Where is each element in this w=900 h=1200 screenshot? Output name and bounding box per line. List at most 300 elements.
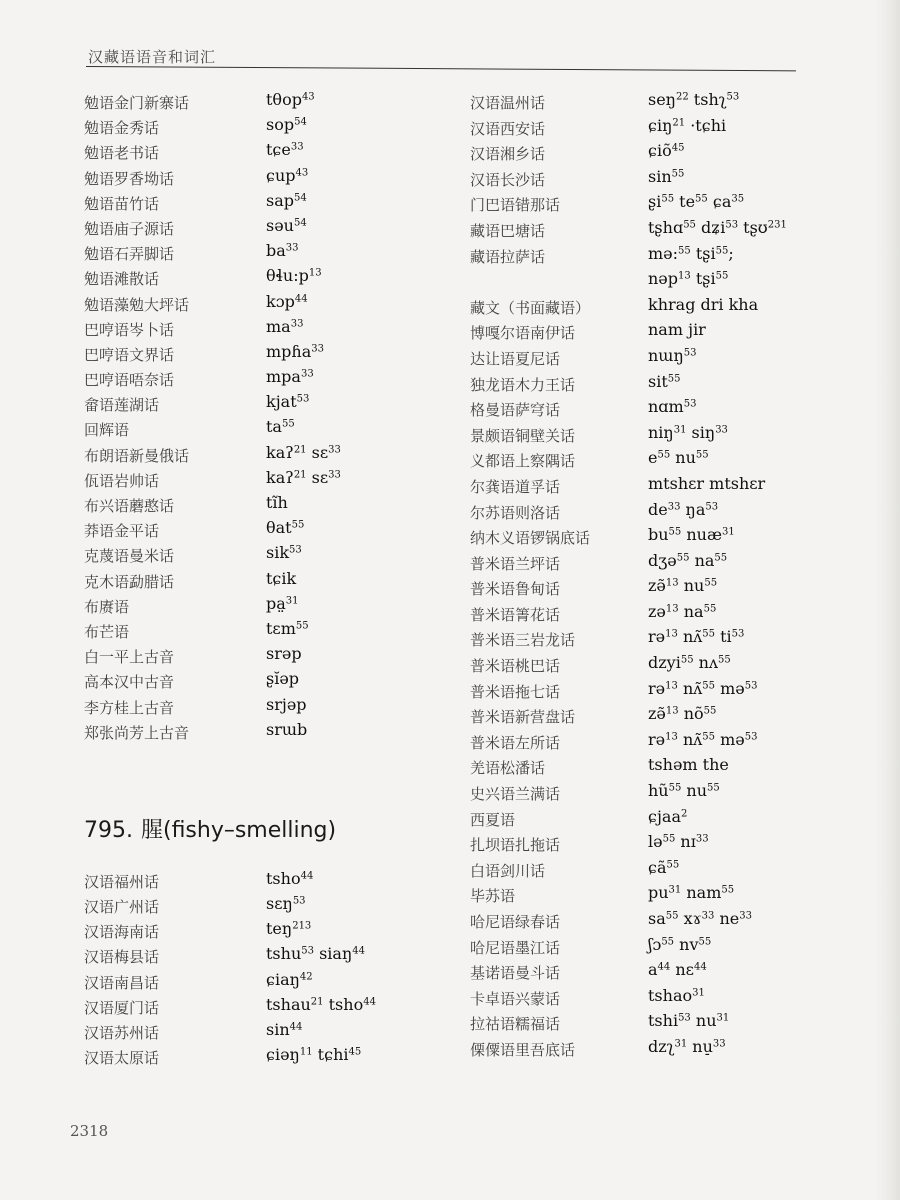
table-row [470,935,810,961]
language-name: 卡卓语兴蒙话 [470,989,561,1008]
tone-superscript: 55 [678,245,691,257]
table-row [470,116,810,142]
phonetic-form [266,90,315,109]
tone-superscript: 55 [295,620,309,632]
language-name: 普米语拖七话 [470,682,561,701]
phonetic-form [266,644,302,663]
syllable-text: nv [674,934,699,954]
language-name: 布赓语 [84,597,130,616]
tone-superscript: 55 [698,936,712,948]
language-name: 白语剑川话 [470,861,546,880]
phonetic-form [266,166,308,185]
syllable-text: zə̃ [648,576,666,596]
tone-superscript: 13 [665,628,678,640]
page-edge-shadow [874,0,900,1200]
table-row [84,191,424,216]
phonetic-form [648,141,684,160]
syllable-text: səu [266,215,294,235]
language-name: 汉语苏州话 [84,1024,160,1042]
syllable-text: mpɦa [266,341,312,361]
phonetic-form [266,894,306,913]
tone-superscript: 53 [683,398,697,410]
language-name: 史兴语兰满话 [470,785,561,804]
phonetic-form [266,720,307,739]
syllable-text: pa̤ [266,593,286,613]
language-name: 哈尼语墨江话 [470,938,561,957]
table-row [470,525,810,551]
language-name: 景颇语铜壁关话 [470,426,576,445]
language-name: 傈僳语里吾底话 [470,1040,576,1059]
language-name: 勉语苗竹话 [84,194,160,213]
syllable-text: khrag dri kha [648,294,759,314]
language-name: 藏文（书面藏语） [470,298,591,317]
phonetic-form [266,367,314,386]
tone-superscript: 55 [666,859,680,871]
tone-superscript: 55 [702,680,716,692]
table-row [84,216,424,241]
language-name: 义都语上察隅话 [470,452,576,471]
syllable-text: ·tɕhi [685,115,727,135]
tone-superscript: 55 [721,884,735,896]
language-name: 毕苏语 [470,887,516,906]
language-name: 达让语夏尼话 [470,349,561,368]
phonetic-form [648,755,729,774]
syllable-text: tshau [266,994,311,1014]
phonetic-form [266,191,307,210]
table-row [84,241,424,266]
phonetic-form [266,266,322,285]
syllable-text: sin [266,1020,290,1039]
table-row [84,543,424,568]
phonetic-form [266,619,309,638]
phonetic-form [266,995,376,1014]
tone-superscript: 44 [657,961,671,973]
table-row [470,730,810,756]
syllable-text: nʌ̃ [677,627,703,647]
table-row [470,1011,810,1037]
tone-superscript: 55 [657,449,671,461]
language-name: 勉语滩散话 [84,270,160,289]
syllable-text: siaŋ [313,944,353,964]
tone-superscript: 33 [667,501,681,512]
language-name: 格曼语萨穹话 [470,401,561,420]
language-name: 克木语勐腊话 [84,572,175,591]
header-rule [86,66,796,71]
phonetic-form [648,116,726,135]
syllable-text: seŋ [648,90,676,109]
syllable-text: tɛm [266,618,296,638]
syllable-text: tshao [648,985,693,1005]
table-row [470,602,810,628]
tone-superscript: 55 [718,654,731,666]
language-name: 纳木义语锣锅底话 [470,529,591,548]
table-row [470,627,810,653]
table-row [470,500,810,526]
table-row [84,894,424,919]
table-row [84,140,424,165]
syllable-text: ŋa [680,499,706,519]
table-row [84,594,424,619]
tone-superscript: 31 [673,424,687,436]
syllable-text: zə̃ [648,704,666,724]
phonetic-form [648,372,681,391]
language-name: 哈尼语绿春话 [470,913,561,931]
language-name: 汉语福州话 [84,872,160,891]
table-row [84,995,424,1020]
syllable-text: zə [648,601,666,621]
syllable-text: nu [670,448,696,468]
table-row [84,1045,424,1070]
tone-superscript: 44 [300,870,314,882]
language-name: 白一平上古音 [84,648,175,667]
page-number: 2318 [70,1122,109,1140]
phonetic-form [648,935,711,954]
table-row [470,858,810,884]
syllable-text: niŋ [648,422,674,442]
table-row [470,218,810,244]
tone-superscript: 55 [704,577,718,589]
phonetic-form [266,140,304,159]
syllable-text: srɯb [266,719,308,739]
syllable-text: nʌ̃ [677,678,703,698]
table-row [84,695,424,720]
tone-superscript: 53 [731,628,745,640]
syllable-text: ɕiaŋ [266,969,300,989]
tone-superscript: 43 [301,91,315,103]
tone-superscript: 55 [668,526,682,538]
syllable-text: ɕiõ [648,141,672,161]
language-name: 西夏语 [470,810,516,829]
phonetic-form [648,576,717,595]
syllable-text: nuæ [681,525,723,545]
syllable-text: teŋ [266,919,293,939]
table-row [470,576,810,602]
tone-superscript: 33 [290,318,304,330]
phonetic-form [266,944,365,963]
syllable-text: tsho [323,994,364,1014]
tone-superscript: 31 [674,1038,688,1050]
tone-superscript: 53 [289,544,302,556]
tone-superscript: 55 [702,628,716,640]
tone-superscript: 55 [695,449,709,461]
syllable-text: ma [266,316,291,336]
tone-superscript: 53 [744,680,758,692]
phonetic-form [648,90,739,109]
syllable-text: nam jir [648,320,706,340]
table-row [84,644,424,669]
language-name: 博嘎尔语南伊话 [470,324,576,343]
syllable-text: nu̠ [687,1036,713,1056]
language-name: 巴哼语唔奈话 [84,371,175,390]
language-name: 汉语海南话 [84,923,160,942]
tone-superscript: 213 [292,920,312,932]
phonetic-form [648,832,709,851]
language-name: 藏语巴塘话 [470,221,546,240]
table-row [470,909,810,935]
language-name: 勉语庙子源话 [84,219,175,238]
table-row [470,269,810,295]
syllable-text: srjəp [266,694,307,714]
language-name: 藏语拉萨话 [470,247,546,266]
syllable-text: nu [681,781,708,801]
phonetic-form [266,292,308,311]
syllable-text: nam [681,883,722,903]
language-name: 普米语新营盘话 [470,708,576,727]
tone-superscript: 54 [293,217,307,229]
phonetic-form [266,241,299,260]
syllable-text: tshi [648,1011,679,1031]
table-row [470,423,810,449]
tone-superscript: 31 [668,884,682,896]
language-name: 郑张尚芳上古音 [84,723,190,742]
entry-number: 795. [84,817,133,843]
syllable-text: tʂi [690,243,716,263]
phonetic-form [648,218,787,237]
tone-superscript: 44 [352,945,365,957]
language-name: 勉语金秀话 [84,119,160,138]
language-name: 门巴语错那话 [470,196,561,215]
syllable-text: siŋ [686,422,716,442]
table-row [470,346,810,372]
tone-superscript: 55 [695,193,708,205]
table-row [84,669,424,694]
syllable-text: ne [714,909,740,928]
phonetic-form [266,669,299,688]
syllable-text: hũ [648,781,669,801]
syllable-text: θɬu:p [266,266,309,286]
table-row [84,166,424,191]
phonetic-form [648,295,758,314]
syllable-text: nɯŋ [648,345,684,365]
tone-superscript: 55 [291,519,305,531]
syllable-text: ta [266,417,282,437]
language-name: 克蔑语曼米话 [84,547,175,566]
syllable-text: ʂi [648,192,662,212]
language-name: 勉语老书话 [84,144,160,163]
table-row [84,392,424,417]
tone-superscript: 45 [671,142,685,154]
syllable-text: mə: [648,243,679,263]
right-list [470,90,810,1063]
syllable-text: nʌ̃ [677,729,703,749]
table-row [84,919,424,944]
syllable-text: ɕã [648,857,667,877]
tone-superscript: 33 [695,833,709,845]
syllable-text: sop [266,115,295,135]
syllable-text: tɕe [266,140,291,160]
phonetic-form [648,627,744,646]
phonetic-form [266,919,311,938]
language-name: 普米语三岩龙话 [470,631,576,650]
tone-superscript: 55 [703,705,717,717]
tone-superscript: 11 [299,1046,313,1058]
phonetic-form [648,525,735,544]
phonetic-form [648,551,727,570]
syllable-text: θat [266,518,292,538]
language-name: 汉语南昌话 [84,973,160,992]
phonetic-form [266,342,324,361]
tone-superscript: 55 [668,782,682,794]
tone-superscript: 53 [292,895,306,907]
table-row [84,90,424,115]
tone-superscript: 53 [301,945,314,957]
tone-superscript: 21 [672,117,686,129]
syllable-text: sa [648,909,666,928]
phonetic-form [648,500,718,519]
syllable-text: srəp [266,644,302,664]
tone-superscript: 2 [681,808,688,820]
language-name: 尔龚语道孚话 [470,477,561,496]
language-name: 汉语太原话 [84,1049,160,1068]
table-row [470,704,810,730]
tone-superscript: 33 [715,424,728,436]
phonetic-form [648,167,684,186]
syllable-text: dzʅ [648,1036,675,1056]
tone-superscript: 33 [290,141,304,153]
syllable-text: nɑm [648,397,684,417]
syllable-text: e [648,448,658,468]
phonetic-form [648,986,705,1005]
syllable-text: na [678,601,704,621]
tone-superscript: 55 [715,245,729,257]
phonetic-form [648,346,697,365]
phonetic-form [266,443,341,462]
table-row [470,755,810,781]
phonetic-form [266,392,309,411]
phonetic-form [648,909,752,928]
syllable-text: mtshɛr mtshɛr [648,473,766,493]
syllable-text: rə [648,729,666,749]
syllable-text: tɕik [266,568,297,588]
phonetic-form [648,269,728,288]
language-name: 普米语鲁甸话 [470,580,561,599]
tone-superscript: 54 [294,116,307,128]
tone-superscript: 13 [308,267,322,279]
table-row [84,518,424,543]
tone-superscript: 31 [722,526,735,538]
table-row [470,448,810,474]
table-row [84,493,424,518]
table-row [470,679,810,705]
tone-superscript: 231 [767,219,787,231]
phonetic-form [648,1011,729,1030]
table-row [84,468,424,493]
table-row [470,320,810,346]
phonetic-form [648,448,709,467]
phonetic-form [648,1037,726,1056]
syllable-text: lə [648,832,663,852]
tone-superscript: 21 [293,469,307,481]
syllable-text: mə [715,729,745,749]
left-bottom-list [84,869,424,1071]
table-row [470,781,810,807]
right-column [470,90,810,1063]
tone-superscript: 33 [328,469,341,481]
tone-superscript: 55 [662,833,676,845]
phonetic-form [648,883,734,902]
table-row [470,653,810,679]
phonetic-form [648,320,706,339]
syllable-text: sɛ [306,467,329,487]
tone-superscript: 44 [289,1021,303,1033]
syllable-text: tshəm the [648,755,729,775]
syllable-text: nõ [678,704,704,724]
tone-superscript: 43 [295,167,309,179]
phonetic-form [648,730,758,749]
syllable-text: sɛŋ [266,894,293,914]
syllable-text: sik [266,543,290,563]
table-row [470,397,810,423]
running-header: 汉藏语语音和词汇 [88,48,217,66]
tone-superscript: 35 [731,193,745,205]
syllable-text: ʃɔ [648,934,662,954]
table-row [470,474,810,500]
syllable-text: nu [678,576,705,596]
tone-superscript: 21 [293,444,307,456]
tone-superscript: 13 [665,603,679,615]
tone-superscript: 53 [296,393,310,405]
syllable-text: tʂhɑ [648,217,684,237]
table-row [470,551,810,577]
phonetic-form [648,653,731,672]
tone-superscript: 33 [285,242,299,254]
tone-superscript: 31 [285,595,299,607]
tone-superscript: 33 [739,910,752,922]
phonetic-form [648,397,696,416]
syllable-text: dzyi [648,653,681,673]
language-name: 普米语兰坪话 [470,554,561,573]
tone-superscript: 55 [714,552,728,564]
table-row [84,569,424,594]
syllable-text: ɕjaa [648,806,681,826]
tone-superscript: 21 [310,996,324,1008]
tone-superscript: 55 [676,552,690,564]
phonetic-form [266,1020,302,1039]
tone-superscript: 55 [665,910,679,922]
language-name: 独龙语木力王话 [470,375,576,394]
language-name: 回辉语 [84,421,130,440]
tone-superscript: 54 [294,192,307,204]
phonetic-form [266,1045,361,1064]
tone-superscript: 53 [705,501,719,512]
table-row [84,115,424,140]
tone-superscript: 55 [703,603,717,615]
language-name: 高本汉中古音 [84,673,175,692]
language-name: 巴哼语文界话 [84,345,175,364]
tone-superscript: 44 [363,996,376,1008]
left-top-list [84,90,424,745]
syllable-text: kɔp [266,291,295,311]
language-name: 羌语松潘话 [470,759,546,778]
table-row [84,869,424,894]
syllable-text: nu [690,1011,717,1031]
syllable-text: ; [728,243,734,263]
phonetic-form [266,115,307,134]
syllable-text: rə [648,678,666,698]
syllable-text: ti [715,627,732,647]
tone-superscript: 42 [299,971,313,983]
syllable-text: tɕhi [312,1045,349,1065]
syllable-text: ɕup [266,165,296,185]
table-row [470,1037,810,1063]
table-row [470,832,810,858]
table-row [84,317,424,342]
phonetic-form [266,569,296,588]
tone-superscript: 22 [675,91,689,103]
table-row [470,167,810,193]
phonetic-form [648,602,716,621]
syllable-text: bu [648,525,669,545]
